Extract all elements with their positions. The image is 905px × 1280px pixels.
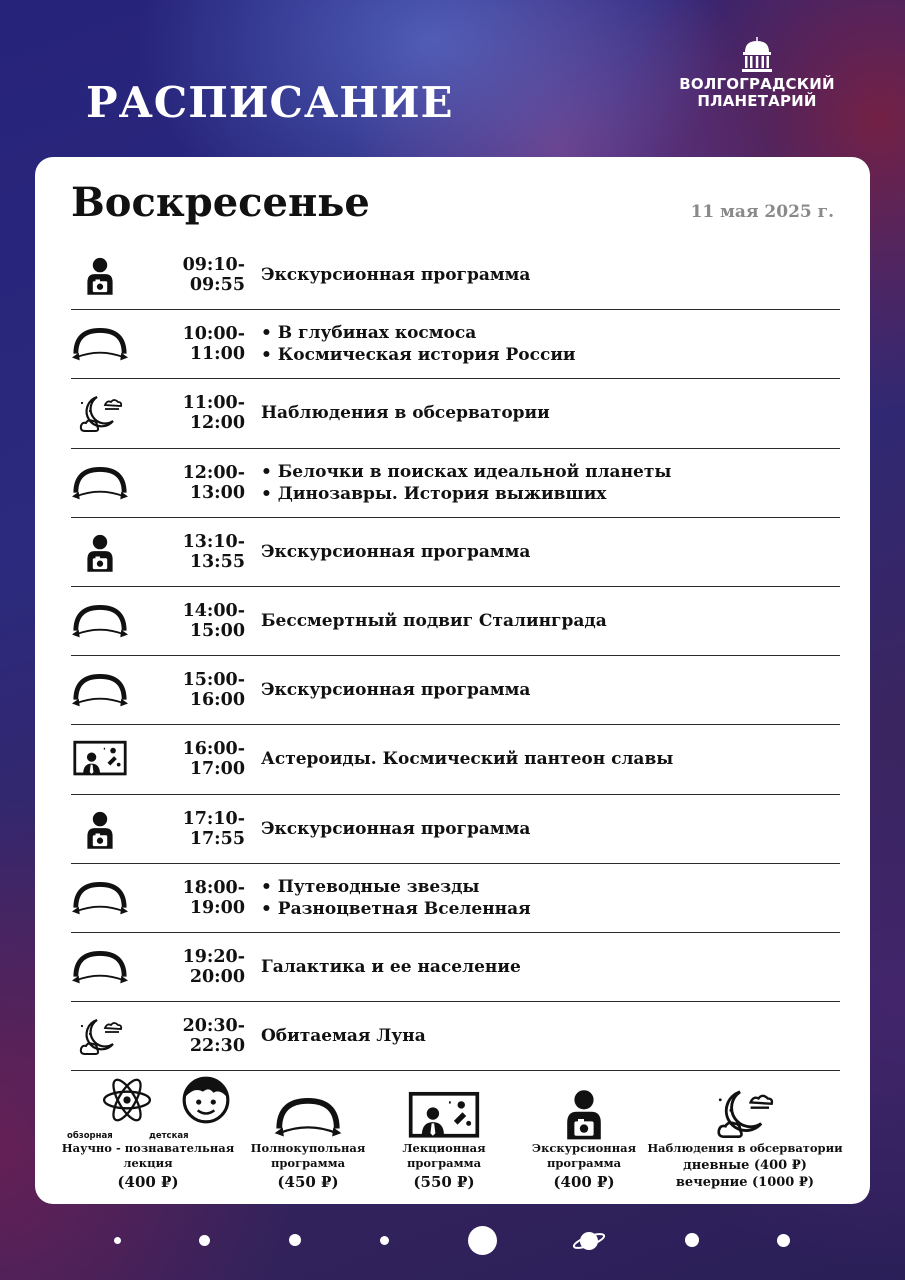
row-icon-cell xyxy=(71,734,129,784)
row-titles xyxy=(255,956,521,978)
row-time: 13:10-13:55 xyxy=(182,531,245,572)
legend-observatory xyxy=(647,1141,843,1191)
program-title: Экскурсионная программа xyxy=(261,680,531,701)
row-time: 19:20-20:00 xyxy=(182,946,245,987)
program-title: • Белочки в поисках идеальной планеты xyxy=(261,461,672,482)
row-time: 18:00-19:00 xyxy=(182,877,245,918)
row-icon-cell xyxy=(71,319,129,369)
dome-icon xyxy=(71,324,129,364)
planet-dot xyxy=(468,1226,497,1255)
legend-label: программа xyxy=(406,1156,482,1170)
dome-icon xyxy=(71,878,129,918)
program-title: Галактика и ее население xyxy=(261,956,521,977)
dome-icon xyxy=(71,670,129,710)
observatory-icon xyxy=(75,1014,125,1058)
day-title: Воскресенье xyxy=(71,179,370,226)
dome-icon xyxy=(273,1094,343,1140)
observatory-icon xyxy=(711,1084,777,1142)
lecture-icon xyxy=(407,1090,481,1142)
legend-tag-overview: обзорная xyxy=(67,1131,113,1141)
program-title: Астероиды. Космический пантеон славы xyxy=(261,749,674,770)
program-title: Экскурсионная программа xyxy=(261,265,531,286)
program-title: Экскурсионная программа xyxy=(261,541,531,562)
program-title: • Путеводные звезды xyxy=(261,876,480,897)
row-titles xyxy=(255,610,607,632)
legend-label: Полнокупольная xyxy=(250,1141,366,1155)
schedule-row xyxy=(71,1002,840,1071)
saturn-icon xyxy=(572,1228,606,1254)
observatory-icon xyxy=(75,391,125,435)
row-titles xyxy=(255,461,671,505)
row-titles xyxy=(255,541,530,563)
row-icon-cell xyxy=(71,942,129,992)
schedule-row xyxy=(71,449,840,518)
row-time: 17:10-17:55 xyxy=(182,808,245,849)
schedule-row xyxy=(71,864,840,933)
legend-price: (400 ₽) xyxy=(553,1173,615,1191)
legend-label: Экскурсионная xyxy=(531,1141,637,1155)
legend-full-dome xyxy=(243,1141,373,1192)
row-icon-cell xyxy=(71,665,129,715)
legend-label: Лекционная xyxy=(402,1141,486,1155)
dome-icon xyxy=(71,601,129,641)
schedule-row xyxy=(71,725,840,794)
legend-tag-kids: детская xyxy=(149,1131,189,1141)
child-face-icon xyxy=(180,1074,232,1126)
row-icon-cell xyxy=(71,388,129,438)
schedule-row xyxy=(71,518,840,587)
row-titles xyxy=(255,264,530,286)
atom-icon xyxy=(101,1074,153,1126)
row-titles xyxy=(255,818,530,840)
row-icon-cell xyxy=(71,458,129,508)
row-icon-cell xyxy=(71,873,129,923)
star-dot xyxy=(380,1236,389,1245)
schedule-row xyxy=(71,933,840,1002)
row-time: 16:00-17:00 xyxy=(182,739,245,780)
program-title: • Космическая история России xyxy=(261,345,576,366)
schedule-row xyxy=(71,656,840,725)
program-title: Обитаемая Луна xyxy=(261,1026,426,1047)
legend-price: (400 ₽) xyxy=(117,1173,179,1191)
dome-icon xyxy=(71,463,129,503)
row-titles xyxy=(255,679,530,701)
guide-icon xyxy=(560,1084,608,1142)
legend-excursion xyxy=(519,1141,649,1192)
decorative-planets xyxy=(0,1222,905,1258)
row-icon-cell xyxy=(71,250,129,300)
star-dot xyxy=(685,1233,699,1247)
planetarium-building-icon xyxy=(740,36,774,74)
legend-label: Наблюдения в обсерватории xyxy=(647,1141,843,1155)
schedule-row xyxy=(71,795,840,864)
legend-label: лекция xyxy=(123,1156,173,1170)
schedule-list xyxy=(71,241,840,1071)
star-dot xyxy=(289,1234,301,1246)
row-time: 20:30-22:30 xyxy=(182,1016,245,1057)
star-dot xyxy=(199,1235,210,1246)
legend-label: программа xyxy=(270,1156,346,1170)
program-title: • Разноцветная Вселенная xyxy=(261,898,531,919)
dome-icon xyxy=(71,947,129,987)
row-icon-cell xyxy=(71,527,129,577)
legend-label: программа xyxy=(546,1156,622,1170)
schedule-row xyxy=(71,310,840,379)
row-titles xyxy=(255,1025,426,1047)
guide-icon xyxy=(82,254,118,296)
lecture-icon xyxy=(72,739,128,779)
logo-line-2: ПЛАНЕТАРИЙ xyxy=(697,92,817,110)
row-time: 10:00-11:00 xyxy=(182,324,245,365)
program-title: Бессмертный подвиг Сталинграда xyxy=(261,611,607,632)
program-title: • Динозавры. История выживших xyxy=(261,483,607,504)
legend-price-day: дневные (400 ₽) xyxy=(683,1158,807,1173)
legend-label: Научно - познавательная xyxy=(61,1141,235,1155)
legend-lecture xyxy=(385,1141,503,1192)
schedule-row xyxy=(71,241,840,310)
guide-icon xyxy=(82,531,118,573)
legend-price: (550 ₽) xyxy=(413,1173,475,1191)
row-titles xyxy=(255,322,576,366)
legend-price-evening: вечерние (1000 ₽) xyxy=(675,1175,815,1190)
program-title: Экскурсионная программа xyxy=(261,818,531,839)
row-time: 12:00-13:00 xyxy=(182,462,245,503)
schedule-row xyxy=(71,379,840,448)
row-titles xyxy=(255,402,550,424)
page-title: РАСПИСАНИЕ xyxy=(86,78,454,127)
legend-price: (450 ₽) xyxy=(277,1173,339,1191)
program-title: • В глубинах космоса xyxy=(261,323,477,344)
row-icon-cell xyxy=(71,596,129,646)
logo-line-1: ВОЛГОГРАДСКИЙ xyxy=(679,75,835,93)
row-time: 11:00-12:00 xyxy=(182,393,245,434)
row-time: 14:00-15:00 xyxy=(182,601,245,642)
schedule-date: 11 мая 2025 г. xyxy=(690,202,834,222)
row-time: 15:00-16:00 xyxy=(182,670,245,711)
guide-icon xyxy=(82,808,118,850)
schedule-row xyxy=(71,587,840,656)
row-icon-cell xyxy=(71,1011,129,1061)
planetarium-logo xyxy=(672,36,842,110)
row-time: 09:10-09:55 xyxy=(182,255,245,296)
legend-science-lecture xyxy=(55,1141,241,1192)
row-icon-cell xyxy=(71,804,129,854)
row-titles xyxy=(255,876,531,920)
program-title: Наблюдения в обсерватории xyxy=(261,403,550,424)
star-dot xyxy=(777,1234,790,1247)
legend xyxy=(35,1072,870,1197)
star-dot xyxy=(114,1237,121,1244)
schedule-card xyxy=(35,157,870,1204)
row-titles xyxy=(255,748,673,770)
